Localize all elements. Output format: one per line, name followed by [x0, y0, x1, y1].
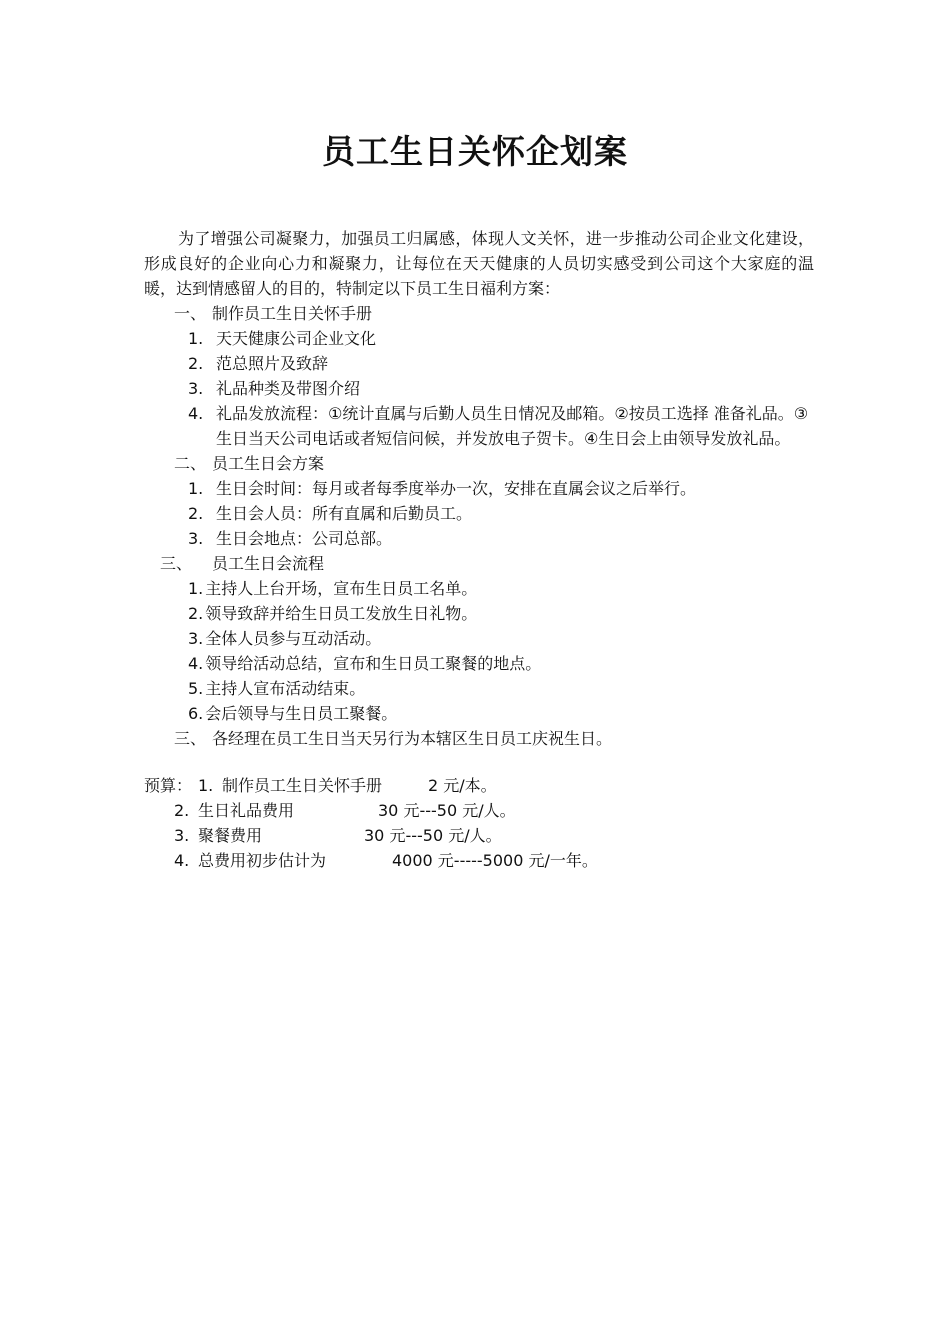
- list-item-number: 2.: [188, 604, 204, 623]
- budget-item-value: 4000 元-----5000 元/一年。: [392, 851, 598, 870]
- section-heading-2: [144, 451, 814, 476]
- list-item-number: 3.: [188, 629, 204, 648]
- section-title: 员工生日会流程: [212, 554, 325, 573]
- list-item-number: 5.: [188, 679, 204, 698]
- list-item-number: 1.: [188, 479, 204, 498]
- budget-item-name: 聚餐费用: [198, 826, 263, 845]
- budget-row: [144, 823, 814, 848]
- list-item: [144, 651, 814, 676]
- section-title: 员工生日会方案: [212, 454, 325, 473]
- document-body: [144, 226, 814, 873]
- list-item-text: 主持人上台开场，宣布生日员工名单。: [205, 579, 478, 598]
- section-number: 二、: [174, 454, 207, 473]
- list-item: [144, 701, 814, 726]
- list-item-text: 生日会人员：所有直属和后勤员工。: [216, 504, 473, 523]
- section-title: 各经理在员工生日当天另行为本辖区生日员工庆祝生日。: [212, 729, 613, 748]
- list-item: [144, 376, 814, 401]
- list-item: [144, 501, 814, 526]
- budget-number: 1.: [198, 776, 214, 795]
- list-item: [144, 601, 814, 626]
- list-item-text: 领导给活动总结，宣布和生日员工聚餐的地点。: [205, 654, 542, 673]
- list-item: [144, 401, 814, 451]
- list-item: [144, 626, 814, 651]
- section-heading-4: [144, 726, 814, 751]
- list-item: [144, 676, 814, 701]
- list-item-text: 天天健康公司企业文化: [216, 329, 377, 348]
- list-item-number: 4.: [188, 404, 204, 423]
- list-item-number: 2.: [188, 354, 204, 373]
- list-item-text: 会后领导与生日员工聚餐。: [205, 704, 398, 723]
- list-item: [144, 526, 814, 551]
- list-item: [144, 576, 814, 601]
- list-item-number: 6.: [188, 704, 204, 723]
- budget-row: [144, 773, 814, 798]
- section-title: 制作员工生日关怀手册: [212, 304, 373, 323]
- list-item-text: 范总照片及致辞: [216, 354, 329, 373]
- budget-item-name: 总费用初步估计为: [198, 851, 327, 870]
- list-item-text: 生日会时间：每月或者每季度举办一次，安排在直属会议之后举行。: [216, 479, 697, 498]
- list-item-text: 领导致辞并给生日员工发放生日礼物。: [205, 604, 478, 623]
- list-item: [144, 326, 814, 351]
- budget-number: 2.: [174, 801, 190, 820]
- intro-paragraph: 为了增强公司凝聚力，加强员工归属感，体现人文关怀，进一步推动公司企业文化建设，形成良好的企业向心力和凝聚力，让每位在天天健康的人员切实感受到公司这个大家庭的温暖，达到情感留人的目的，特制定以下员工生日福利方案：: [144, 229, 814, 298]
- list-item-number: 1.: [188, 329, 204, 348]
- budget-row: [144, 798, 814, 823]
- spacer: [144, 751, 814, 773]
- list-item-number: 1.: [188, 579, 204, 598]
- budget-item-value: 30 元---50 元/人。: [378, 801, 516, 820]
- section-number: 一、: [174, 304, 207, 323]
- list-item-number: 3.: [188, 379, 204, 398]
- section-heading-3: [144, 551, 814, 576]
- list-item: [144, 476, 814, 501]
- budget-item-value: 30 元---50 元/人。: [364, 826, 502, 845]
- list-item-text: 生日会地点：公司总部。: [216, 529, 393, 548]
- budget-item-name: 生日礼品费用: [198, 801, 295, 820]
- list-item-text: 全体人员参与互动活动。: [205, 629, 382, 648]
- budget-label: 预算：: [144, 776, 193, 795]
- list-item-number: 3.: [188, 529, 204, 548]
- budget-number: 4.: [174, 851, 190, 870]
- list-item-text: 礼品发放流程：①统计直属与后勤人员生日情况及邮箱。②按员工选择 准备礼品。③生日当天公司电话或者短信问候，并发放电子贺卡。④生日会上由领导发放礼品。: [216, 404, 809, 448]
- section-heading-1: [144, 301, 814, 326]
- list-item-text: 礼品种类及带图介绍: [216, 379, 361, 398]
- list-item-text: 主持人宣布活动结束。: [205, 679, 366, 698]
- budget-item-value: 2 元/本。: [428, 776, 497, 795]
- section-number: 三、: [160, 554, 193, 573]
- budget-item-name: 制作员工生日关怀手册: [222, 776, 383, 795]
- section-number: 三、: [174, 729, 207, 748]
- budget-row: [144, 848, 814, 873]
- budget-number: 3.: [174, 826, 190, 845]
- list-item-number: 4.: [188, 654, 204, 673]
- list-item: [144, 351, 814, 376]
- document-title: 员工生日关怀企划案: [322, 132, 628, 171]
- list-item-number: 2.: [188, 504, 204, 523]
